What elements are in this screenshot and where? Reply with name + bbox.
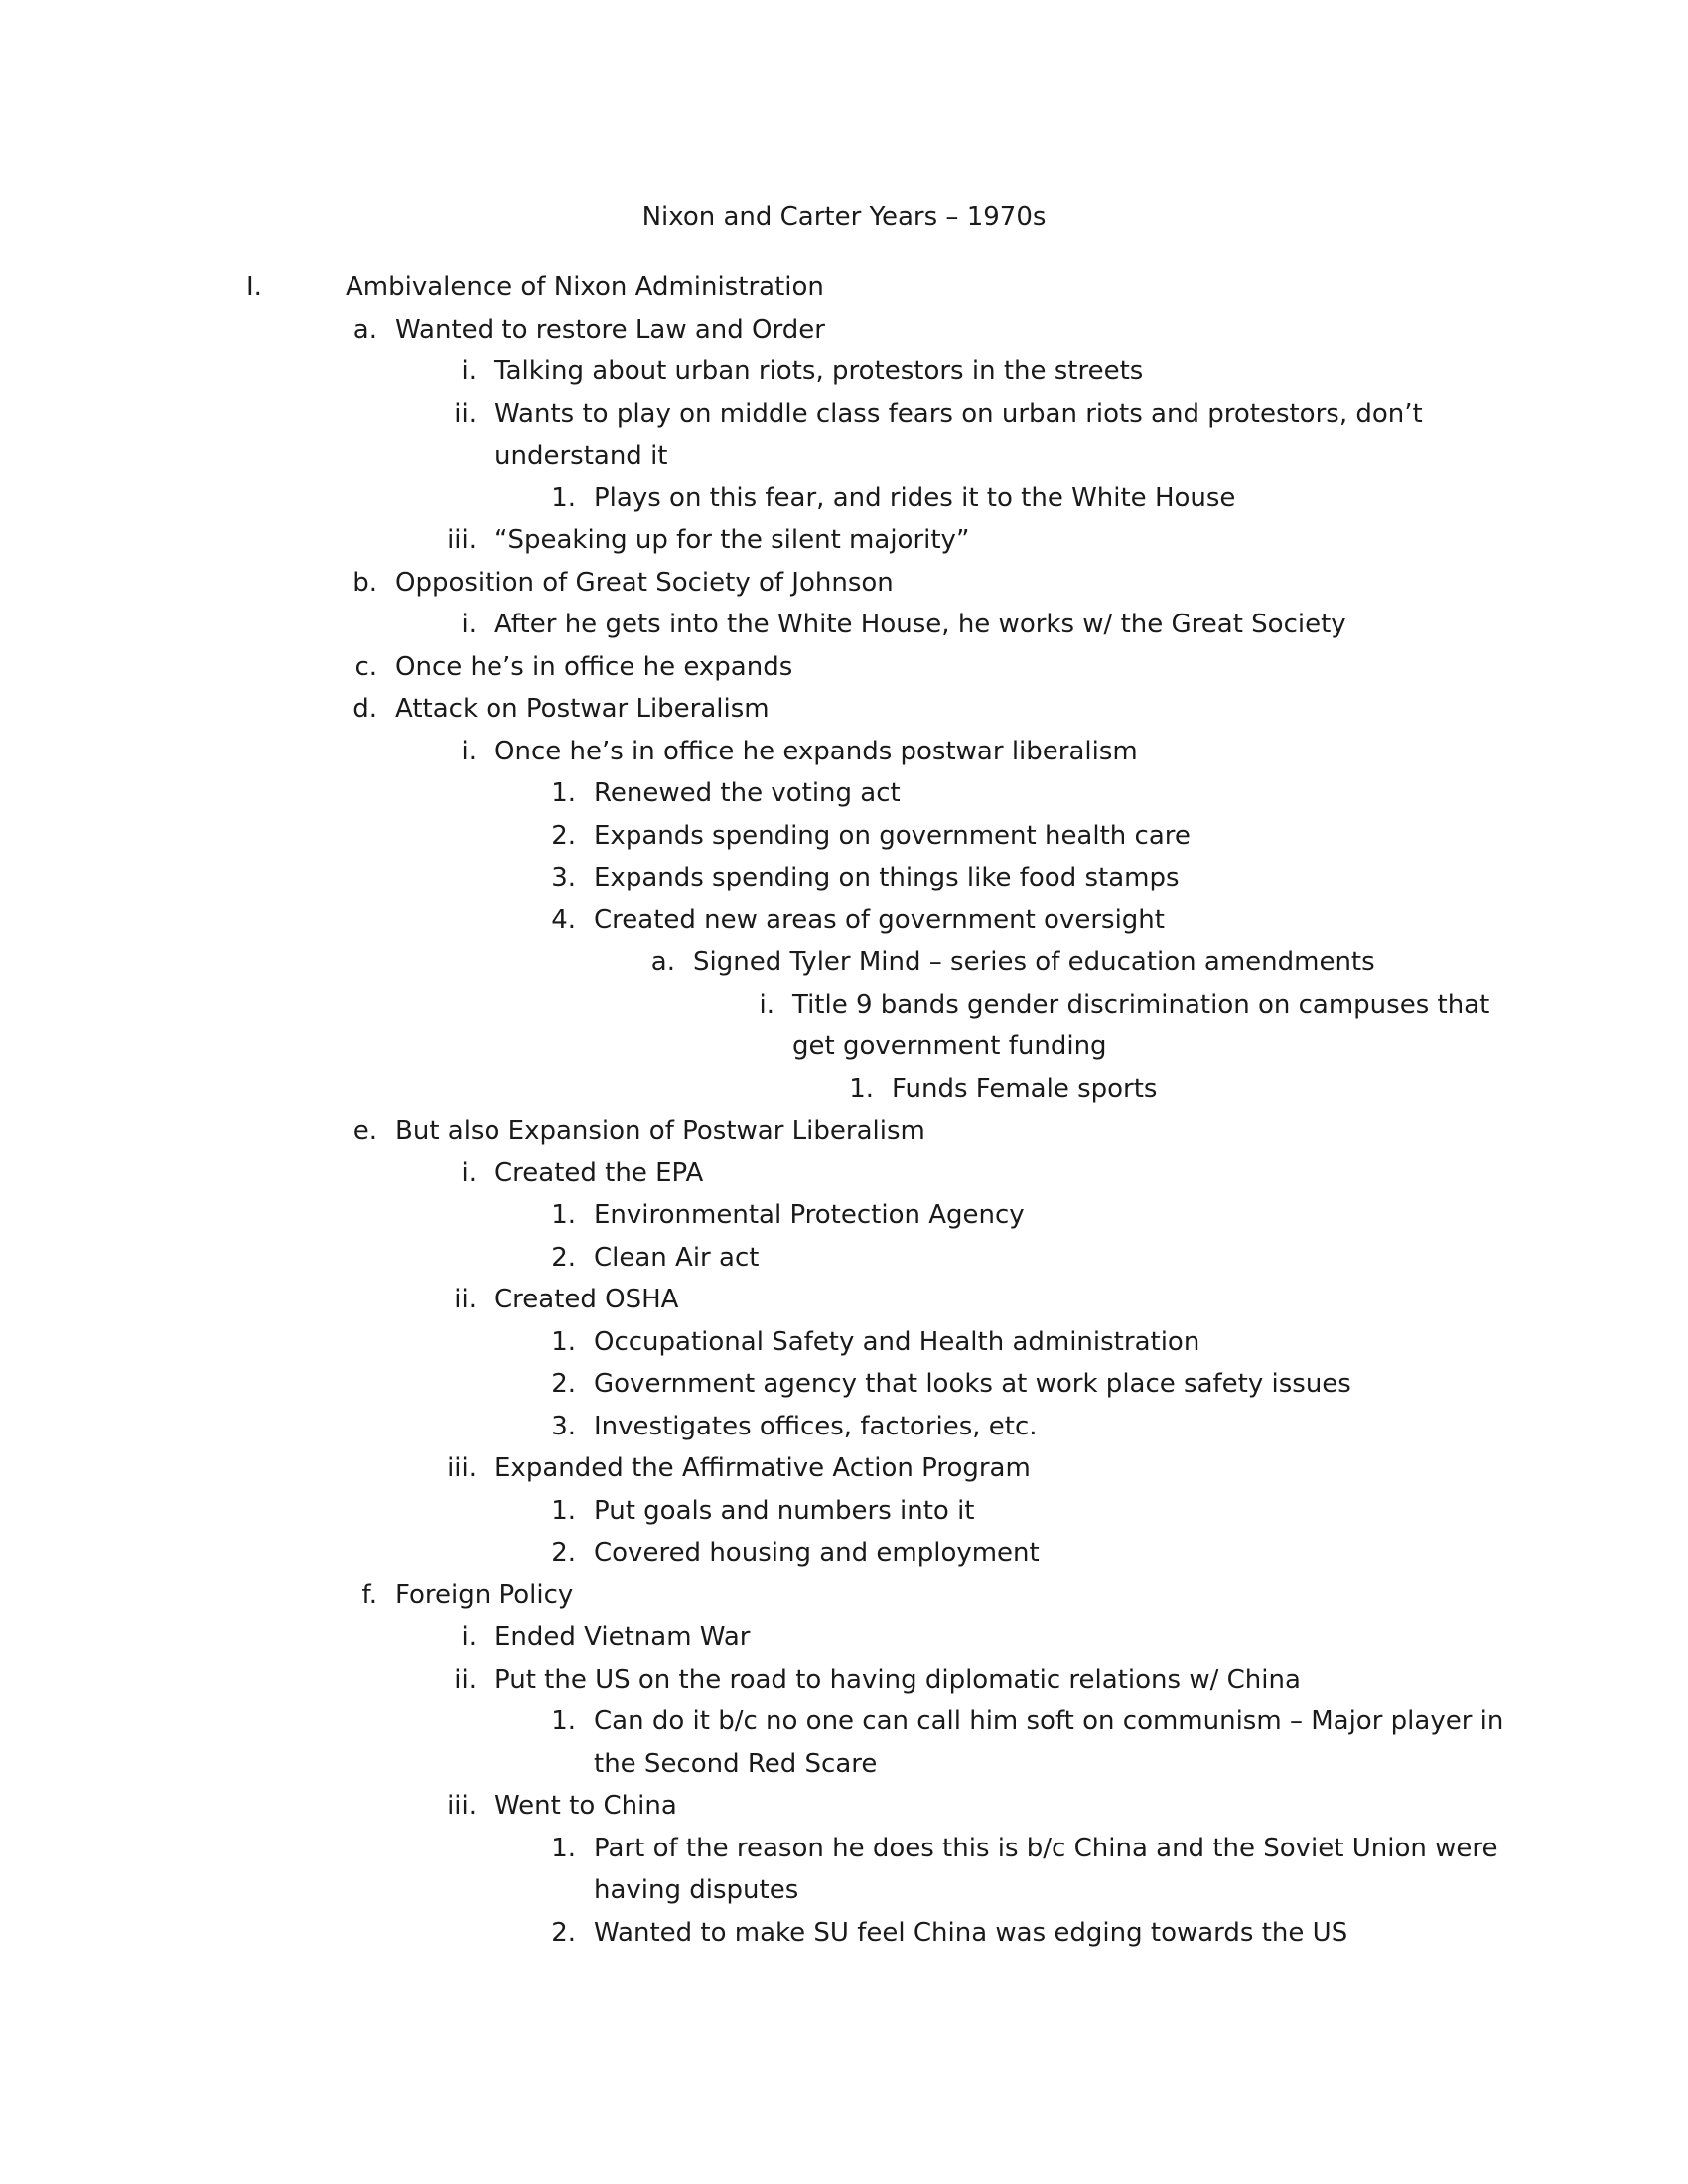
outline-text: Investigates offices, factories, etc.: [594, 1411, 1038, 1441]
outline-text: Created new areas of government oversight: [594, 904, 1165, 935]
outline-item: [0, 1321, 1688, 1364]
outline-marker: 1.: [849, 1073, 874, 1104]
outline-item: [0, 350, 1688, 393]
outline-marker: ii.: [454, 398, 477, 429]
outline-item: [0, 1194, 1688, 1237]
outline-marker: b.: [352, 567, 377, 598]
outline-text: Funds Female sports: [892, 1073, 1158, 1104]
outline-item: [0, 688, 1688, 731]
outline-item: [0, 1068, 1688, 1111]
outline-text: Once he’s in office he expands: [395, 651, 793, 682]
outline-marker: 2.: [551, 1369, 576, 1399]
outline-item: [0, 604, 1688, 646]
outline-item: [0, 1279, 1688, 1321]
outline-item: [0, 899, 1688, 942]
outline-marker: iii.: [447, 525, 477, 555]
outline-marker: 2.: [551, 1917, 576, 1948]
outline-item: [0, 772, 1688, 815]
outline-item: [0, 1743, 1688, 1786]
outline-item: [0, 941, 1688, 984]
document-title: Nixon and Carter Years – 1970s: [641, 203, 1047, 232]
outline-item: [0, 519, 1688, 562]
outline-marker: c.: [354, 651, 377, 682]
outline-item: [0, 1659, 1688, 1702]
outline-marker: 4.: [551, 904, 576, 935]
outline-text: having disputes: [594, 1875, 799, 1905]
outline-marker: 1.: [551, 1326, 576, 1357]
outline-text: Clean Air act: [594, 1242, 760, 1273]
outline-text: Attack on Postwar Liberalism: [395, 694, 770, 724]
outline-marker: ii.: [454, 1664, 477, 1695]
outline-text: Covered housing and employment: [594, 1538, 1040, 1568]
outline-text: But also Expansion of Postwar Liberalism: [395, 1116, 925, 1146]
outline-text: Wanted to restore Law and Order: [395, 314, 825, 344]
outline-marker: iii.: [447, 1791, 477, 1821]
outline-text: understand it: [494, 441, 668, 471]
outline-marker: 1.: [551, 1706, 576, 1736]
outline-text: Wants to play on middle class fears on urban riots and protestors, don’t: [494, 398, 1423, 429]
outline-marker: d.: [352, 694, 377, 724]
outline-marker: 2.: [551, 1242, 576, 1273]
outline-item: [0, 815, 1688, 858]
outline-marker: I.: [246, 272, 262, 302]
outline-text: Put goals and numbers into it: [594, 1495, 975, 1526]
outline-marker: e.: [352, 1116, 377, 1146]
outline-item: [0, 393, 1688, 436]
outline-text: Environmental Protection Agency: [594, 1200, 1025, 1230]
outline-text: Created the EPA: [494, 1158, 704, 1188]
outline-text: Talking about urban riots, protestors in the streets: [494, 356, 1144, 386]
outline-marker: i.: [461, 1158, 477, 1188]
outline-marker: i.: [461, 736, 477, 766]
outline-text: Can do it b/c no one can call him soft on communism – Major player in: [594, 1706, 1504, 1736]
outline-marker: ii.: [454, 1285, 477, 1314]
outline-text: Created OSHA: [494, 1285, 679, 1314]
outline-item: [0, 1237, 1688, 1280]
outline-item: [0, 1025, 1688, 1068]
outline-item: [0, 1490, 1688, 1533]
outline-item: [0, 1363, 1688, 1406]
outline-marker: i.: [759, 989, 774, 1020]
outline-item: [0, 435, 1688, 478]
outline-marker: 3.: [551, 1411, 576, 1441]
outline-item: [0, 1447, 1688, 1490]
outline-item: [0, 646, 1688, 689]
outline-item: [0, 1532, 1688, 1574]
outline-marker: 1.: [551, 778, 576, 808]
outline-text: Once he’s in office he expands postwar liberalism: [494, 736, 1138, 766]
outline-marker: a.: [352, 314, 377, 344]
outline-item: [0, 1828, 1688, 1870]
outline-text: Expands spending on things like food stamps: [594, 863, 1180, 892]
outline-item: [0, 1406, 1688, 1448]
outline-text: Went to China: [494, 1791, 677, 1821]
outline-text: Government agency that looks at work place safety issues: [594, 1369, 1351, 1399]
outline-text: Opposition of Great Society of Johnson: [395, 567, 894, 598]
outline-marker: i.: [461, 356, 477, 386]
outline-item: [0, 266, 1688, 309]
outline-text: get government funding: [792, 1031, 1107, 1061]
outline-marker: f.: [361, 1579, 377, 1610]
outline-item: [0, 1574, 1688, 1617]
outline-list: [0, 266, 1688, 1954]
outline-item: [0, 1869, 1688, 1912]
outline-text: Ambivalence of Nixon Administration: [346, 272, 824, 302]
outline-item: [0, 1785, 1688, 1828]
outline-text: Expanded the Affirmative Action Program: [494, 1453, 1031, 1483]
outline-text: Wanted to make SU feel China was edging towards the US: [594, 1917, 1348, 1948]
outline-item: [0, 984, 1688, 1026]
outline-marker: i.: [461, 1622, 477, 1652]
outline-text: Plays on this fear, and rides it to the White House: [594, 482, 1236, 513]
outline-item: [0, 478, 1688, 520]
outline-marker: 1.: [551, 1200, 576, 1230]
outline-marker: 3.: [551, 863, 576, 892]
outline-text: Title 9 bands gender discrimination on campuses that: [792, 989, 1490, 1020]
outline-text: Foreign Policy: [395, 1579, 574, 1610]
outline-marker: 2.: [551, 820, 576, 851]
outline-marker: 2.: [551, 1538, 576, 1568]
outline-item: [0, 562, 1688, 605]
outline-text: “Speaking up for the silent majority”: [494, 525, 970, 555]
outline-item: [0, 1110, 1688, 1153]
outline-item: [0, 1153, 1688, 1195]
outline-text: Expands spending on government health care: [594, 820, 1191, 851]
outline-text: Part of the reason he does this is b/c China and the Soviet Union were: [594, 1833, 1498, 1863]
outline-item: [0, 857, 1688, 899]
outline-marker: i.: [461, 610, 477, 639]
outline-text: Signed Tyler Mind – series of education amendments: [693, 947, 1375, 977]
outline-text: the Second Red Scare: [594, 1748, 878, 1779]
outline-item: [0, 731, 1688, 773]
outline-text: Occupational Safety and Health administration: [594, 1326, 1200, 1357]
outline-text: Renewed the voting act: [594, 778, 901, 808]
outline-text: Ended Vietnam War: [494, 1622, 751, 1652]
outline-marker: 1.: [551, 482, 576, 513]
outline-text: Put the US on the road to having diplomatic relations w/ China: [494, 1664, 1301, 1695]
outline-marker: 1.: [551, 1495, 576, 1526]
outline-marker: 1.: [551, 1833, 576, 1863]
outline-text: After he gets into the White House, he works w/ the Great Society: [494, 610, 1346, 639]
outline-marker: a.: [650, 947, 675, 977]
outline-item: [0, 1616, 1688, 1659]
outline-item: [0, 1912, 1688, 1955]
outline-item: [0, 1701, 1688, 1743]
outline-item: [0, 309, 1688, 351]
outline-marker: iii.: [447, 1453, 477, 1483]
